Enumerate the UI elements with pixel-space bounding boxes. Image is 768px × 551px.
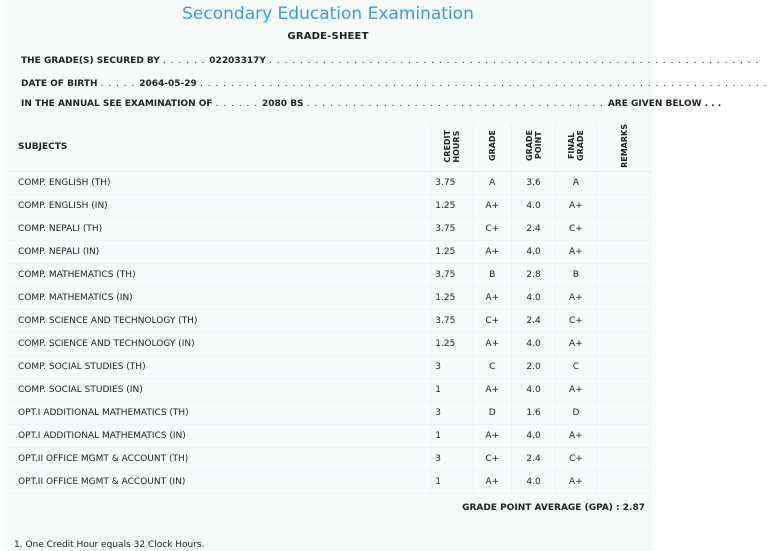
- remarks-cell: [596, 217, 652, 240]
- final-grade-cell: D: [556, 401, 596, 424]
- grades-table: [8, 124, 652, 494]
- table-row: [8, 217, 652, 240]
- grade-cell: A+: [473, 332, 511, 355]
- header-final-grade: FINAL GRADE: [556, 124, 596, 171]
- header-grade: GRADE: [473, 124, 511, 171]
- subject-cell: COMP. SCIENCE AND TECHNOLOGY (IN): [8, 332, 431, 355]
- grade-cell: A+: [473, 470, 511, 493]
- subject-cell: OPT.II OFFICE MGMT & ACCOUNT (TH): [8, 447, 431, 470]
- remarks-cell: [596, 171, 652, 194]
- credit-hours-cell: 3: [431, 447, 473, 470]
- header-credit-hours: CREDIT HOURS: [431, 124, 473, 171]
- secured-by-label: THE GRADE(S) SECURED BY: [21, 56, 160, 66]
- subject-cell: COMP. ENGLISH (TH): [8, 171, 431, 194]
- remarks-cell: [596, 309, 652, 332]
- final-grade-cell: C+: [556, 217, 596, 240]
- grade-cell: C: [473, 355, 511, 378]
- table-row: [8, 470, 652, 493]
- subject-cell: OPT.I ADDITIONAL MATHEMATICS (TH): [8, 401, 431, 424]
- grade-cell: A+: [473, 424, 511, 447]
- exam-suffix: ARE GIVEN BELOW . . .: [607, 99, 722, 109]
- credit-hours-cell: 1.25: [431, 194, 473, 217]
- page-title: Secondary Education Examination: [182, 4, 474, 24]
- dob-label: DATE OF BIRTH: [21, 79, 98, 89]
- credit-hours-cell: 3.75: [431, 171, 473, 194]
- grade-cell: A+: [473, 240, 511, 263]
- remarks-cell: [596, 194, 652, 217]
- exam-year: 2080 BS: [262, 99, 304, 109]
- table-row: [8, 263, 652, 286]
- secured-by-line: THE GRADE(S) SECURED BY . . . . . . 02203317Y . . . . . . . . . . . . . . . . . . . . . . . . . . . . . . . . . . . . . . . . . . . . . . . . . . . . . . . . . . . . . . . .: [21, 56, 760, 66]
- credit-hours-cell: 3.75: [431, 263, 473, 286]
- grade-point-cell: 2.4: [511, 217, 555, 240]
- header-subjects: SUBJECTS: [8, 124, 431, 171]
- header-remarks: REMARKS: [596, 124, 652, 171]
- grade-point-cell: 4.0: [511, 378, 555, 401]
- table-row: [8, 447, 652, 470]
- table-row: [8, 355, 652, 378]
- grade-point-cell: 2.4: [511, 447, 555, 470]
- remarks-cell: [596, 424, 652, 447]
- grade-point-cell: 2.4: [511, 309, 555, 332]
- final-grade-cell: A+: [556, 424, 596, 447]
- footnote: 1. One Credit Hour equals 32 Clock Hours.: [14, 540, 205, 550]
- subject-cell: COMP. SOCIAL STUDIES (TH): [8, 355, 431, 378]
- table-row: [8, 240, 652, 263]
- exam-line: IN THE ANNUAL SEE EXAMINATION OF . . . . . . 2080 BS . . . . . . . . . . . . . . . . . . . . . . . . . . . . . . . . . . . . . . . ARE GIVEN BELOW . . .: [21, 99, 722, 109]
- remarks-cell: [596, 355, 652, 378]
- credit-hours-cell: 1: [431, 424, 473, 447]
- subject-cell: COMP. SCIENCE AND TECHNOLOGY (TH): [8, 309, 431, 332]
- grade-point-cell: 4.0: [511, 286, 555, 309]
- table-row: [8, 378, 652, 401]
- subject-cell: COMP. NEPALI (IN): [8, 240, 431, 263]
- credit-hours-cell: 1.25: [431, 286, 473, 309]
- subject-cell: COMP. MATHEMATICS (TH): [8, 263, 431, 286]
- credit-hours-cell: 3: [431, 355, 473, 378]
- grade-point-cell: 4.0: [511, 194, 555, 217]
- remarks-cell: [596, 332, 652, 355]
- table-row: [8, 332, 652, 355]
- table-row: [8, 309, 652, 332]
- credit-hours-cell: 1: [431, 470, 473, 493]
- table-row: [8, 286, 652, 309]
- final-grade-cell: C+: [556, 309, 596, 332]
- grade-point-cell: 3.6: [511, 171, 555, 194]
- remarks-cell: [596, 401, 652, 424]
- remarks-cell: [596, 470, 652, 493]
- header-grade-point: GRADE POINT: [511, 124, 555, 171]
- credit-hours-cell: 1.25: [431, 240, 473, 263]
- subject-cell: COMP. MATHEMATICS (IN): [8, 286, 431, 309]
- subject-cell: OPT.I ADDITIONAL MATHEMATICS (IN): [8, 424, 431, 447]
- gpa-summary: GRADE POINT AVERAGE (GPA) : 2.87: [462, 503, 645, 513]
- remarks-cell: [596, 263, 652, 286]
- grade-point-cell: 1.6: [511, 401, 555, 424]
- subject-cell: COMP. NEPALI (TH): [8, 217, 431, 240]
- page-subtitle: GRADE-SHEET: [287, 31, 369, 42]
- table-row: [8, 171, 652, 194]
- final-grade-cell: C: [556, 355, 596, 378]
- subject-cell: OPT.II OFFICE MGMT & ACCOUNT (IN): [8, 470, 431, 493]
- dob-line: DATE OF BIRTH . . . . . 2064-05-29 . . . . . . . . . . . . . . . . . . . . . . . . . . . . . . . . . . . . . . . . . . . . . . . . . . . . . . . . . . . . . . . . . . . . . . . . . .: [21, 79, 768, 89]
- subject-cell: COMP. SOCIAL STUDIES (IN): [8, 378, 431, 401]
- grade-point-cell: 4.0: [511, 424, 555, 447]
- table-header-row: [8, 124, 652, 171]
- final-grade-cell: A+: [556, 240, 596, 263]
- grade-point-cell: 4.0: [511, 470, 555, 493]
- grade-cell: A+: [473, 378, 511, 401]
- final-grade-cell: A: [556, 171, 596, 194]
- credit-hours-cell: 1: [431, 378, 473, 401]
- credit-hours-cell: 1.25: [431, 332, 473, 355]
- grade-cell: A+: [473, 286, 511, 309]
- exam-label: IN THE ANNUAL SEE EXAMINATION OF: [21, 99, 213, 109]
- grade-cell: A: [473, 171, 511, 194]
- subject-cell: COMP. ENGLISH (IN): [8, 194, 431, 217]
- grade-point-cell: 4.0: [511, 332, 555, 355]
- grade-cell: A+: [473, 194, 511, 217]
- credit-hours-cell: 3: [431, 401, 473, 424]
- grade-cell: C+: [473, 217, 511, 240]
- table-row: [8, 401, 652, 424]
- grade-cell: C+: [473, 447, 511, 470]
- grade-point-cell: 4.0: [511, 240, 555, 263]
- grade-point-cell: 2.8: [511, 263, 555, 286]
- final-grade-cell: A+: [556, 332, 596, 355]
- remarks-cell: [596, 447, 652, 470]
- grade-point-cell: 2.0: [511, 355, 555, 378]
- grade-cell: B: [473, 263, 511, 286]
- remarks-cell: [596, 286, 652, 309]
- final-grade-cell: C+: [556, 447, 596, 470]
- symbol-number: 02203317Y: [209, 56, 266, 66]
- final-grade-cell: A+: [556, 286, 596, 309]
- grade-cell: D: [473, 401, 511, 424]
- final-grade-cell: B: [556, 263, 596, 286]
- final-grade-cell: A+: [556, 378, 596, 401]
- credit-hours-cell: 3.75: [431, 309, 473, 332]
- final-grade-cell: A+: [556, 470, 596, 493]
- grade-cell: C+: [473, 309, 511, 332]
- table-row: [8, 424, 652, 447]
- credit-hours-cell: 3.75: [431, 217, 473, 240]
- final-grade-cell: A+: [556, 194, 596, 217]
- remarks-cell: [596, 378, 652, 401]
- remarks-cell: [596, 240, 652, 263]
- table-row: [8, 194, 652, 217]
- dob-value: 2064-05-29: [139, 79, 197, 89]
